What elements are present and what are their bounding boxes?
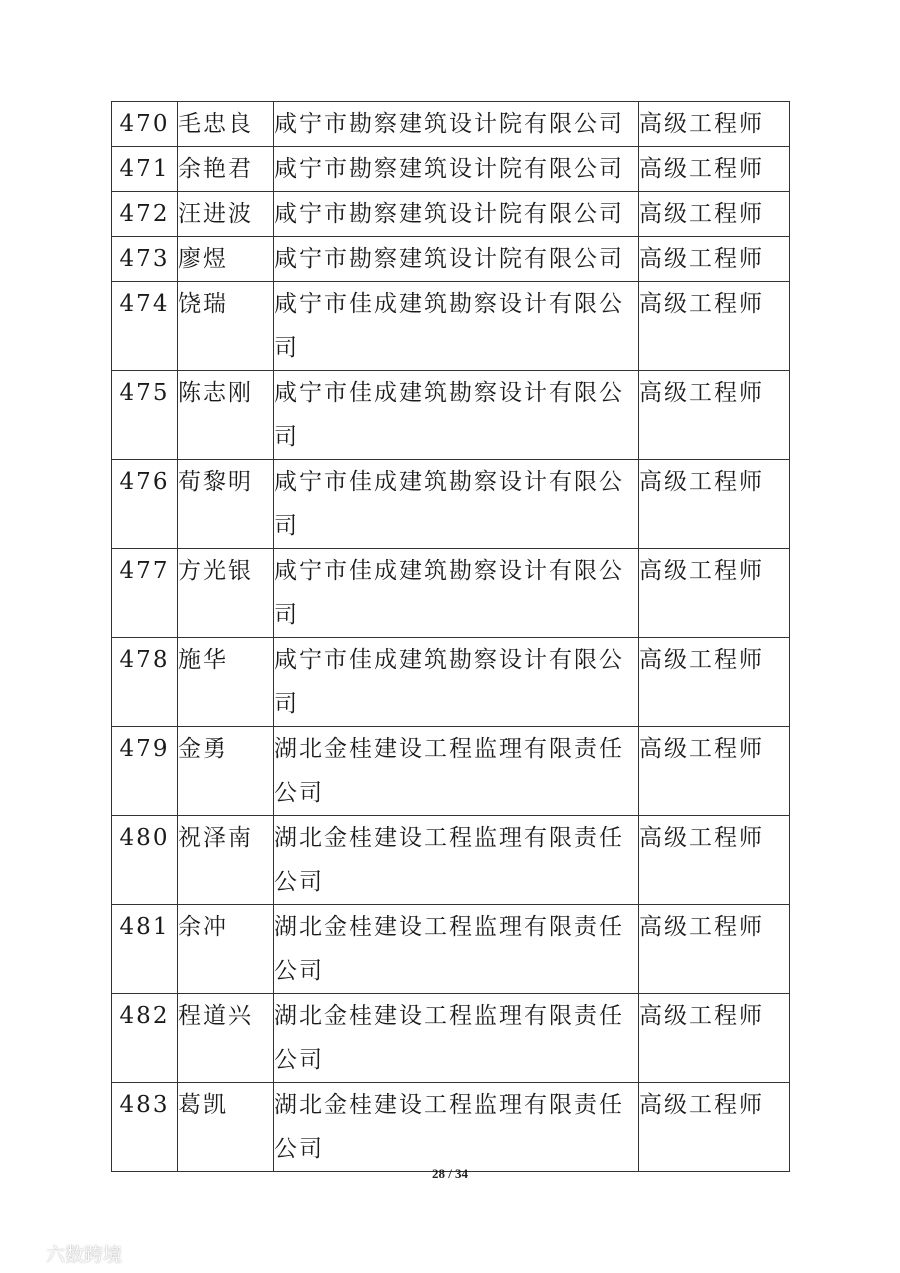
row-number-cell: 477 (112, 549, 178, 638)
organization-cell: 咸宁市佳成建筑勘察设计有限公司 (274, 549, 639, 638)
person-name-cell: 荀黎明 (178, 460, 274, 549)
personnel-table-body (112, 102, 790, 1172)
job-title-cell: 高级工程师 (639, 905, 790, 994)
organization-cell: 湖北金桂建设工程监理有限责任公司 (274, 994, 639, 1083)
organization-cell: 咸宁市佳成建筑勘察设计有限公司 (274, 460, 639, 549)
row-number-cell: 476 (112, 460, 178, 549)
job-title-cell: 高级工程师 (639, 816, 790, 905)
organization-cell: 咸宁市勘察建筑设计院有限公司 (274, 237, 639, 282)
job-title-cell: 高级工程师 (639, 994, 790, 1083)
table-row (112, 371, 790, 460)
row-number-cell: 480 (112, 816, 178, 905)
organization-cell: 咸宁市勘察建筑设计院有限公司 (274, 102, 639, 147)
table-row (112, 102, 790, 147)
person-name-cell: 毛忠良 (178, 102, 274, 147)
person-name-cell: 施华 (178, 638, 274, 727)
table-row (112, 1083, 790, 1172)
watermark (10, 1240, 122, 1267)
organization-cell: 湖北金桂建设工程监理有限责任公司 (274, 905, 639, 994)
organization-cell: 湖北金桂建设工程监理有限责任公司 (274, 1083, 639, 1172)
job-title-cell: 高级工程师 (639, 102, 790, 147)
personnel-table (111, 101, 790, 1172)
person-name-cell: 余艳君 (178, 147, 274, 192)
job-title-cell: 高级工程师 (639, 638, 790, 727)
table-row (112, 282, 790, 371)
job-title-cell: 高级工程师 (639, 727, 790, 816)
row-number-cell: 470 (112, 102, 178, 147)
watermark-text: 六数跨境 (46, 1244, 123, 1266)
organization-cell: 咸宁市佳成建筑勘察设计有限公司 (274, 638, 639, 727)
brand-logo-icon (10, 1243, 40, 1265)
person-name-cell: 饶瑞 (178, 282, 274, 371)
organization-cell: 咸宁市佳成建筑勘察设计有限公司 (274, 371, 639, 460)
job-title-cell: 高级工程师 (639, 282, 790, 371)
table-row (112, 237, 790, 282)
person-name-cell: 金勇 (178, 727, 274, 816)
person-name-cell: 程道兴 (178, 994, 274, 1083)
person-name-cell: 祝泽南 (178, 816, 274, 905)
table-row (112, 638, 790, 727)
row-number-cell: 478 (112, 638, 178, 727)
person-name-cell: 方光银 (178, 549, 274, 638)
table-row (112, 460, 790, 549)
row-number-cell: 472 (112, 192, 178, 237)
organization-cell: 咸宁市佳成建筑勘察设计有限公司 (274, 282, 639, 371)
job-title-cell: 高级工程师 (639, 549, 790, 638)
organization-cell: 咸宁市勘察建筑设计院有限公司 (274, 192, 639, 237)
table-row (112, 192, 790, 237)
person-name-cell: 陈志刚 (178, 371, 274, 460)
row-number-cell: 483 (112, 1083, 178, 1172)
row-number-cell: 473 (112, 237, 178, 282)
table-row (112, 727, 790, 816)
person-name-cell: 葛凯 (178, 1083, 274, 1172)
row-number-cell: 479 (112, 727, 178, 816)
person-name-cell: 余冲 (178, 905, 274, 994)
row-number-cell: 471 (112, 147, 178, 192)
job-title-cell: 高级工程师 (639, 460, 790, 549)
job-title-cell: 高级工程师 (639, 371, 790, 460)
row-number-cell: 481 (112, 905, 178, 994)
person-name-cell: 汪进波 (178, 192, 274, 237)
organization-cell: 湖北金桂建设工程监理有限责任公司 (274, 727, 639, 816)
table-row (112, 994, 790, 1083)
job-title-cell: 高级工程师 (639, 1083, 790, 1172)
organization-cell: 咸宁市勘察建筑设计院有限公司 (274, 147, 639, 192)
person-name-cell: 廖煜 (178, 237, 274, 282)
row-number-cell: 474 (112, 282, 178, 371)
row-number-cell: 482 (112, 994, 178, 1083)
page-number: 28 / 34 (431, 1166, 469, 1181)
job-title-cell: 高级工程师 (639, 147, 790, 192)
table-row (112, 905, 790, 994)
table-row (112, 549, 790, 638)
job-title-cell: 高级工程师 (639, 192, 790, 237)
table-row (112, 816, 790, 905)
table-row (112, 147, 790, 192)
organization-cell: 湖北金桂建设工程监理有限责任公司 (274, 816, 639, 905)
job-title-cell: 高级工程师 (639, 237, 790, 282)
row-number-cell: 475 (112, 371, 178, 460)
